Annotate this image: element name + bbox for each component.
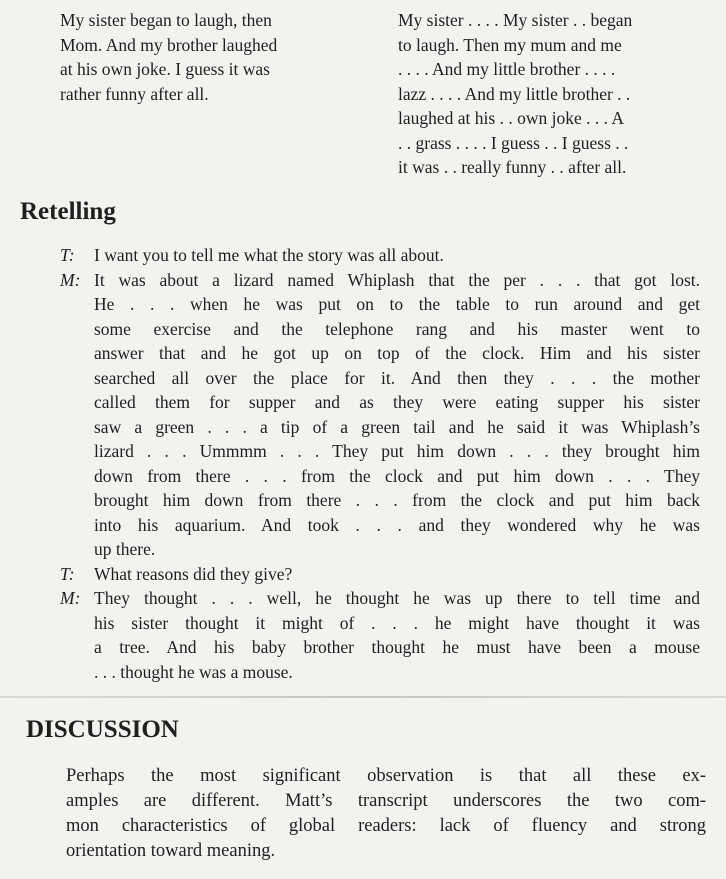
speech-line: up there.: [94, 539, 156, 559]
speech-line: down from there . . . from the clock and put him down . . . They: [94, 465, 700, 486]
right-column-line: My sister . . . . My sister . . began: [398, 10, 633, 30]
speech-line: . . . thought he was a mouse.: [94, 661, 293, 682]
speaker-label: M:: [60, 588, 81, 608]
speech-line: lizard . . . Ummmm . . . They put him down . . . they brought him: [94, 441, 700, 461]
speech-line: answer that and he got up on top of the clock. Him and his sister: [94, 343, 700, 363]
discussion-line: mon characteristics of global readers: lack of fluency and strong: [66, 816, 706, 836]
speech-line: It was about a lizard named Whiplash that the per . . . that got lost.: [94, 269, 700, 290]
section-divider: [0, 696, 726, 698]
speech-line: searched all over the place for it. And then they . . . the mother: [94, 367, 700, 388]
speech-line: saw a green . . . a tip of a green tail and he said it was Whiplash’s: [94, 416, 700, 437]
right-text-column: [398, 8, 703, 180]
discussion-paragraph: [66, 764, 706, 864]
speech-text: [94, 268, 700, 562]
speech-line: He . . . when he was put on to the table to run around and get: [94, 294, 700, 314]
right-column-line: laughed at his . . own joke . . . A: [398, 108, 625, 128]
speech-line: What reasons did they give?: [94, 563, 293, 584]
speech-text: [94, 562, 700, 587]
speech-line: his sister thought it might of . . . he might have thought it was: [94, 612, 700, 633]
dialogue-turn: [60, 268, 700, 562]
speech-line: into his aquarium. And took . . . and they wondered why he was: [94, 514, 700, 535]
right-column-line: to laugh. Then my mum and me: [398, 34, 622, 55]
right-column-line: . . . . And my little brother . . . .: [398, 59, 616, 79]
left-column-line: My sister began to laugh, then: [60, 10, 272, 30]
right-column-line: . . grass . . . . I guess . . I guess . .: [398, 132, 629, 153]
speech-line: brought him down from there . . . from the clock and put him back: [94, 490, 700, 510]
right-column-line: lazz . . . . And my little brother . .: [398, 83, 631, 104]
dialogue-turn: [60, 586, 700, 684]
left-column-line: rather funny after all.: [60, 83, 209, 104]
speech-text: [94, 243, 700, 268]
speaker-label: T:: [60, 245, 75, 265]
discussion-heading: DISCUSSION: [26, 716, 179, 743]
speech-line: some exercise and the telephone rang and his master went to: [94, 318, 700, 339]
retelling-heading: Retelling: [20, 198, 116, 225]
dialogue-turn: [60, 243, 700, 268]
left-column-line: Mom. And my brother laughed: [60, 34, 278, 55]
discussion-line: orientation toward meaning.: [66, 841, 276, 861]
left-column-line: at his own joke. I guess it was: [60, 59, 270, 79]
speech-text: [94, 586, 700, 684]
speech-line: They thought . . . well, he thought he was up there to tell time and: [94, 588, 700, 608]
retelling-dialogue: [60, 243, 700, 684]
discussion-line: Perhaps the most significant observation is that all these ex-: [66, 766, 706, 786]
speaker-label: M:: [60, 269, 81, 290]
left-text-column: [60, 8, 360, 106]
speaker-label: T:: [60, 563, 75, 584]
right-column-line: it was . . really funny . . after all.: [398, 157, 627, 177]
discussion-line: amples are different. Matt’s transcript underscores the two com-: [66, 791, 706, 811]
speech-line: called them for supper and as they were eating supper his sister: [94, 392, 700, 412]
speech-line: a tree. And his baby brother thought he must have been a mouse: [94, 637, 700, 657]
dialogue-turn: [60, 562, 700, 587]
speech-line: I want you to tell me what the story was all about.: [94, 245, 444, 265]
